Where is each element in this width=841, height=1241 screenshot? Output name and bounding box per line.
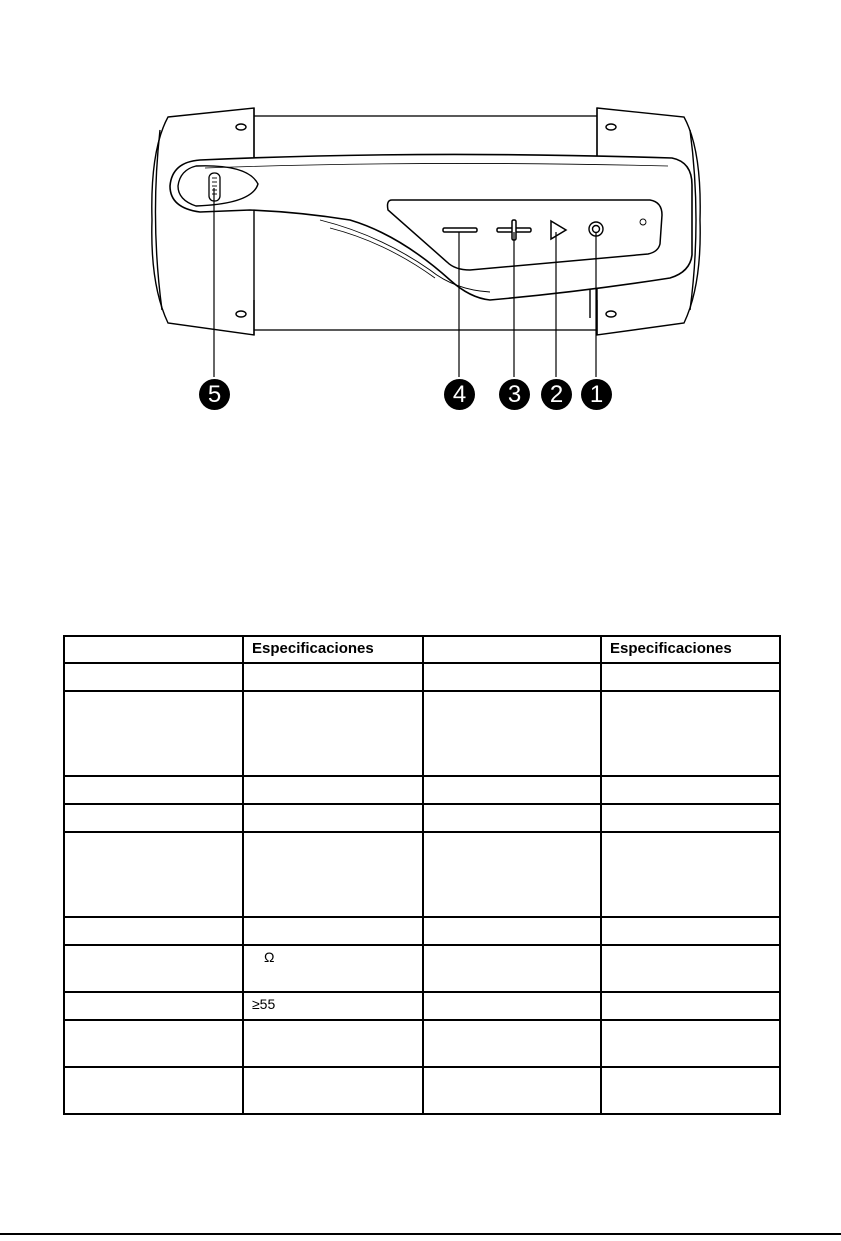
table-cell bbox=[64, 945, 243, 992]
table-row bbox=[64, 663, 780, 691]
table-row bbox=[64, 832, 780, 917]
callout-1: 1 bbox=[581, 379, 612, 410]
table-row bbox=[64, 691, 780, 776]
table-cell bbox=[64, 917, 243, 945]
bottom-rule bbox=[0, 1233, 841, 1235]
table-cell bbox=[243, 1067, 423, 1114]
callout-2: 2 bbox=[541, 379, 572, 410]
table-cell bbox=[601, 663, 780, 691]
table-cell bbox=[601, 1067, 780, 1114]
table-cell bbox=[243, 917, 423, 945]
callout-5: 5 bbox=[199, 379, 230, 410]
table-cell bbox=[243, 832, 423, 917]
callout-3: 3 bbox=[499, 379, 530, 410]
table-cell bbox=[423, 945, 601, 992]
table-cell bbox=[243, 663, 423, 691]
table-cell bbox=[64, 1067, 243, 1114]
table-cell bbox=[64, 776, 243, 804]
table-cell bbox=[423, 917, 601, 945]
table-cell bbox=[243, 804, 423, 832]
table-cell bbox=[601, 1020, 780, 1067]
table-cell bbox=[601, 992, 780, 1020]
table-cell bbox=[601, 776, 780, 804]
table-row bbox=[64, 945, 780, 992]
table-row bbox=[64, 804, 780, 832]
table-cell bbox=[243, 776, 423, 804]
table-row bbox=[64, 1067, 780, 1114]
table-cell bbox=[64, 804, 243, 832]
volume-down-icon bbox=[443, 228, 477, 232]
table-cell bbox=[423, 832, 601, 917]
table-cell bbox=[423, 663, 601, 691]
table-cell bbox=[64, 832, 243, 917]
table-cell bbox=[423, 691, 601, 776]
table-row bbox=[64, 776, 780, 804]
table-cell bbox=[423, 776, 601, 804]
table-cell: Ω bbox=[243, 945, 423, 992]
table-header-row bbox=[64, 636, 780, 663]
table-header-cell: Especificaciones bbox=[601, 636, 780, 663]
table-cell bbox=[64, 1020, 243, 1067]
table-row bbox=[64, 917, 780, 945]
table-cell bbox=[423, 1067, 601, 1114]
table-cell bbox=[601, 804, 780, 832]
table-header-cell: Especificaciones bbox=[243, 636, 423, 663]
table-cell bbox=[243, 1020, 423, 1067]
table-row bbox=[64, 992, 780, 1020]
table-cell bbox=[423, 992, 601, 1020]
table-cell bbox=[601, 832, 780, 917]
callout-4: 4 bbox=[444, 379, 475, 410]
specifications-table bbox=[63, 635, 781, 1115]
speaker-top-view-diagram bbox=[0, 0, 841, 430]
table-row bbox=[64, 1020, 780, 1067]
table-cell bbox=[601, 691, 780, 776]
table-cell: ≥55 bbox=[243, 992, 423, 1020]
table-cell bbox=[423, 1020, 601, 1067]
table-cell bbox=[601, 917, 780, 945]
table-cell bbox=[423, 804, 601, 832]
table-cell bbox=[64, 663, 243, 691]
table-cell bbox=[243, 691, 423, 776]
table-cell bbox=[64, 691, 243, 776]
table-cell bbox=[64, 992, 243, 1020]
table-header-cell bbox=[423, 636, 601, 663]
table-cell bbox=[601, 945, 780, 992]
table-header-cell bbox=[64, 636, 243, 663]
